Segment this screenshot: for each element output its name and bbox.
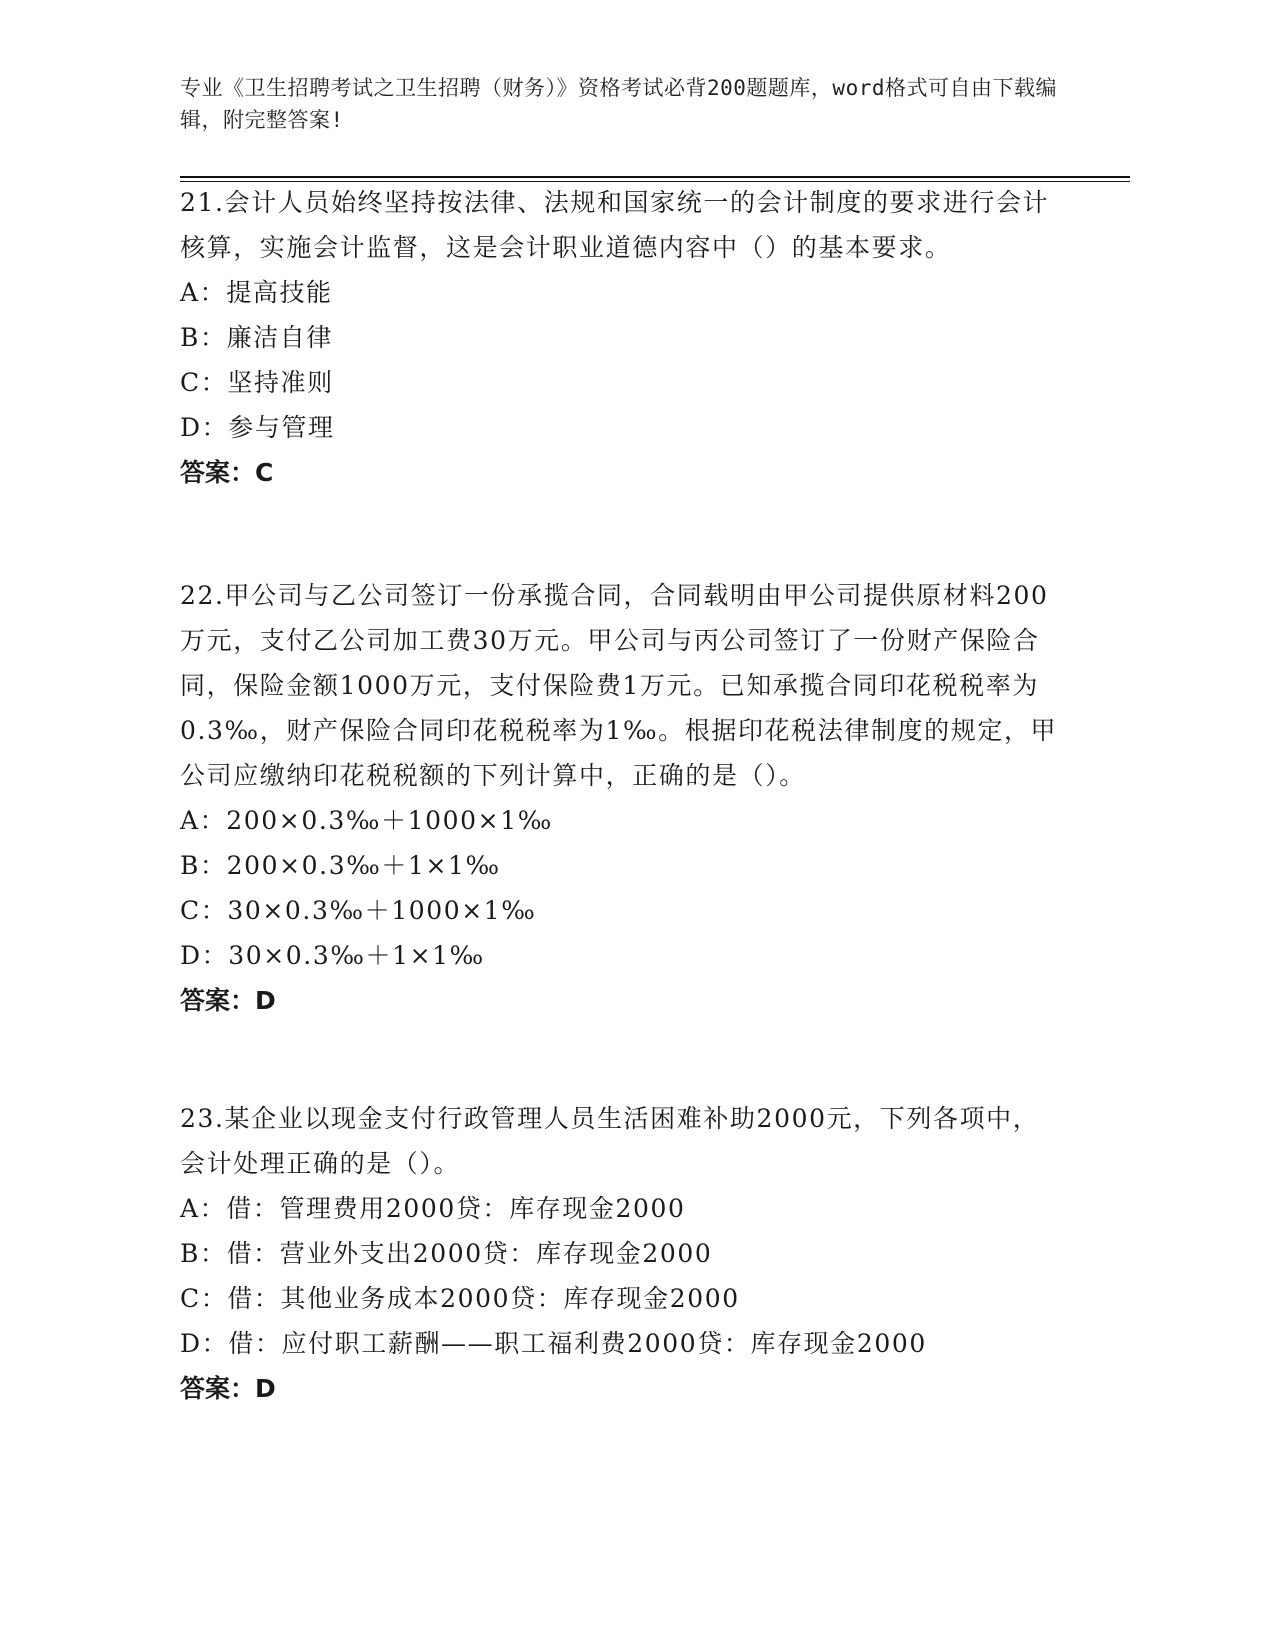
option-c: C：借：其他业务成本2000贷：库存现金2000	[180, 1284, 740, 1313]
document-header: 专业《卫生招聘考试之卫生招聘（财务）》资格考试必背200题题库，word格式可自由下载编辑，附完整答案!	[180, 76, 1057, 132]
answer-label: 答案：D	[180, 1374, 276, 1403]
question-stem: 23.某企业以现金支付行政管理人员生活困难补助2000元，下列各项中，会计处理正确的是（）。	[180, 1104, 1040, 1178]
header-divider-thick	[180, 176, 1130, 178]
option-c: C：30×0.3‰＋1000×1‰	[180, 896, 537, 925]
question-22	[180, 573, 1060, 1023]
question-21	[180, 180, 1060, 495]
option-d: D：借：应付职工薪酬——职工福利费2000贷：库存现金2000	[180, 1329, 927, 1358]
answer-label: 答案：D	[180, 986, 276, 1015]
option-a: A：借：管理费用2000贷：库存现金2000	[180, 1194, 686, 1223]
option-b: B：200×0.3‰＋1×1‰	[180, 851, 501, 880]
answer-label: 答案：C	[180, 458, 274, 487]
question-stem: 22.甲公司与乙公司签订一份承揽合同，合同载明由甲公司提供原材料200万元，支付乙公司加工费30万元。甲公司与丙公司签订了一份财产保险合同，保险金额1000万元，支付保险费1万元。已知承揽合同印花税税率为0.3‰，财产保险合同印花税税率为1‰。根据印花税法律制度的规定，甲公司应缴纳印花税税额的下列计算中，正确的是（）。	[180, 581, 1058, 790]
option-b: B：借：营业外支出2000贷：库存现金2000	[180, 1239, 713, 1268]
option-d: D：30×0.3‰＋1×1‰	[180, 941, 485, 970]
option-b: B：廉洁自律	[180, 323, 333, 352]
option-d: D：参与管理	[180, 413, 335, 442]
option-a: A：提高技能	[180, 278, 333, 307]
question-23	[180, 1096, 1060, 1411]
question-stem: 21.会计人员始终坚持按法律、法规和国家统一的会计制度的要求进行会计核算，实施会计监督，这是会计职业道德内容中（）的基本要求。	[180, 188, 1050, 262]
option-c: C：坚持准则	[180, 368, 334, 397]
option-a: A：200×0.3‰＋1000×1‰	[180, 806, 553, 835]
